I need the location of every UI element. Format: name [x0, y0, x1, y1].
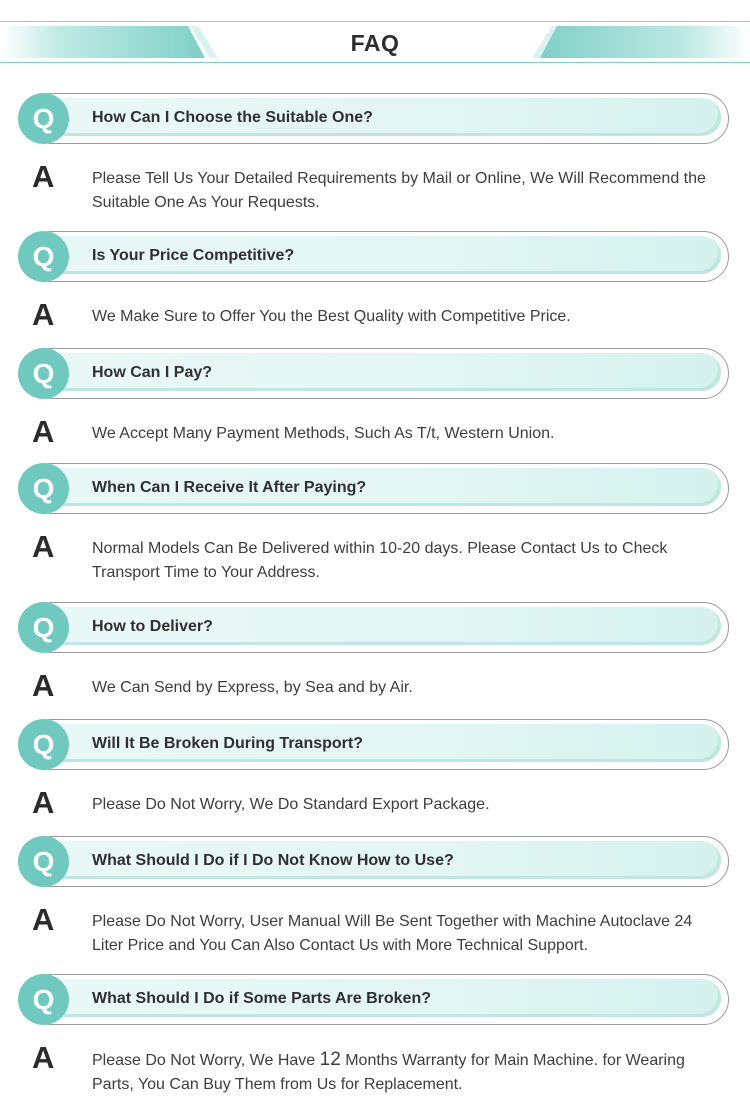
answer-text	[92, 1048, 722, 1097]
question-badge: Q	[18, 602, 69, 653]
faq-header-banner	[0, 21, 750, 63]
faq-question-row[interactable]	[18, 719, 729, 770]
question-text: How Can I Pay?	[92, 364, 213, 381]
faq-question-row[interactable]	[18, 602, 729, 653]
question-badge: Q	[18, 836, 69, 887]
answer-badge: A	[32, 529, 55, 564]
answer-badge: A	[32, 1040, 55, 1075]
answer-text-part: Please Do Not Worry, We Have	[92, 1052, 320, 1069]
page-title: FAQ	[350, 30, 400, 56]
faq-question-row[interactable]	[18, 974, 729, 1025]
question-badge: Q	[18, 974, 69, 1025]
answer-badge: A	[32, 414, 55, 449]
answer-text: Please Do Not Worry, We Do Standard Export Package.	[92, 796, 490, 813]
answer-badge: A	[32, 297, 55, 332]
warranty-months-number: 12	[319, 1049, 341, 1070]
answer-text: Normal Models Can Be Delivered within 10-20 days. Please Contact Us to Check Transport Time to Your Address.	[92, 540, 668, 581]
faq-question-row[interactable]	[18, 836, 729, 887]
answer-badge: A	[32, 785, 55, 820]
answer-text: Please Tell Us Your Detailed Requirements by Mail or Online, We Will Recommend the Suitable One As Your Requests.	[92, 170, 706, 211]
answer-text: Please Do Not Worry, User Manual Will Be Sent Together with Machine Autoclave 24 Liter Price and You Can Also Contact Us with More Technical Support.	[92, 913, 693, 954]
question-badge: Q	[18, 231, 69, 282]
answer-text: We Make Sure to Offer You the Best Quality with Competitive Price.	[92, 308, 571, 325]
question-badge: Q	[18, 719, 69, 770]
header-top-rule	[0, 21, 750, 22]
question-text: Is Your Price Competitive?	[92, 247, 295, 264]
header-bottom-rule	[0, 62, 750, 63]
answer-text: We Can Send by Express, by Sea and by Air.	[92, 679, 413, 696]
answer-badge: A	[32, 902, 55, 937]
question-badge: Q	[18, 463, 69, 514]
question-text: Will It Be Broken During Transport?	[92, 735, 363, 752]
faq-question-row[interactable]	[18, 231, 729, 282]
question-badge: Q	[18, 93, 69, 144]
answer-text: We Accept Many Payment Methods, Such As T/t, Western Union.	[92, 425, 555, 442]
faq-question-row[interactable]	[18, 463, 729, 514]
question-badge: Q	[18, 348, 69, 399]
question-text: How Can I Choose the Suitable One?	[92, 109, 373, 126]
question-text: What Should I Do if I Do Not Know How to Use?	[92, 852, 454, 869]
faq-question-row[interactable]	[18, 348, 729, 399]
question-text: How to Deliver?	[92, 618, 213, 635]
question-text: What Should I Do if Some Parts Are Broken?	[92, 990, 431, 1007]
answer-text-part: Months Warranty for Main Machine. for Wearing Parts, You Can Buy Them from Us for Replacement.	[92, 1052, 685, 1093]
answer-badge: A	[32, 668, 55, 703]
answer-badge: A	[32, 159, 55, 194]
faq-question-row[interactable]	[18, 93, 729, 144]
question-text: When Can I Receive It After Paying?	[92, 479, 367, 496]
